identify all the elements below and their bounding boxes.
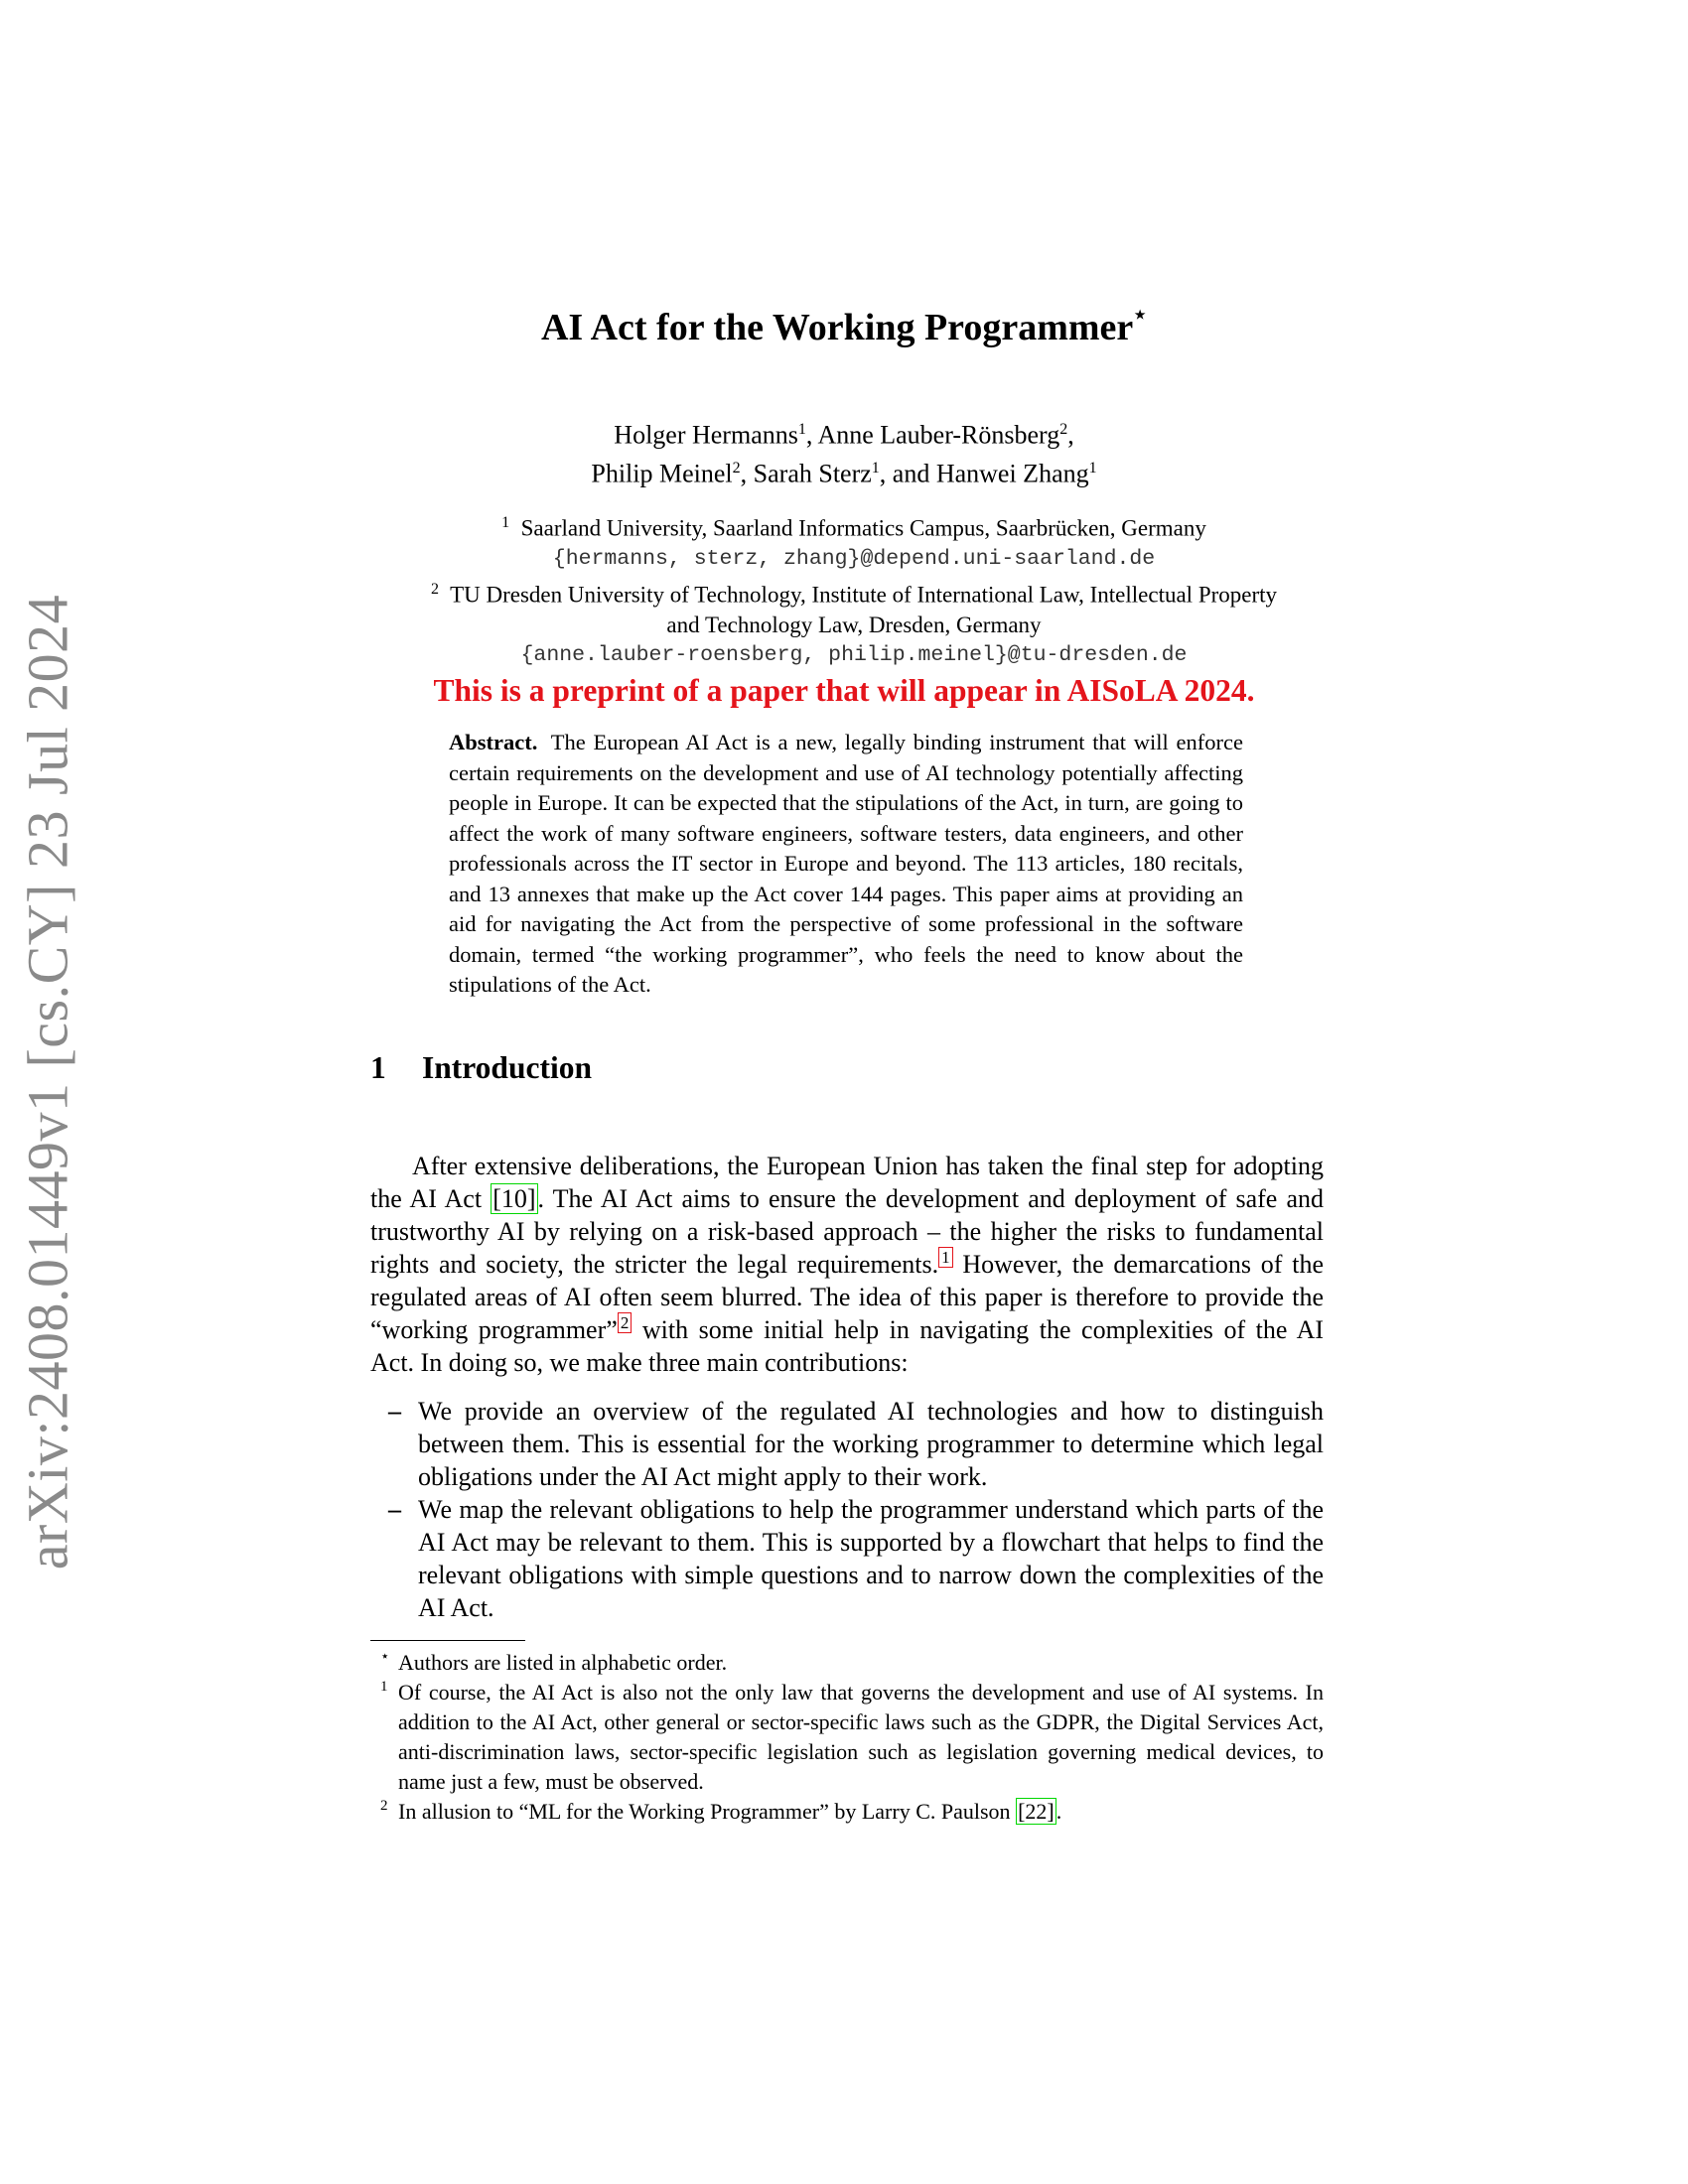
author-affiliation-mark: 2 (732, 459, 741, 477)
author-affiliation-mark: 1 (1088, 459, 1097, 477)
author-name: Anne Lauber-Rönsberg (817, 420, 1060, 450)
affiliation-2-cont: and Technology Law, Dresden, Germany (666, 612, 1042, 637)
footnote-link-1[interactable]: 1 (938, 1247, 953, 1268)
title-footnote-mark[interactable]: ⋆ (1133, 302, 1148, 328)
contribution-list (370, 1395, 1324, 1624)
list-item: – We provide an overview of the regulated AI technologies and how to distinguish between them. This is essential for the working programmer to determine which legal obligations under the AI Act might apply to their work. (388, 1397, 1324, 1491)
author-line-1: Holger Hermanns$^1$, Anne Lauber-Rönsberg$^2$, (614, 420, 1074, 450)
arxiv-identifier-stamp: arXiv:2408.01449v1 [cs.CY] 23 Jul 2024 (15, 594, 80, 1570)
footnote-star: ⋆ Authors are listed in alphabetic order. (380, 1649, 728, 1675)
preprint-notice: This is a preprint of a paper that will appear in AISoLA 2024. (433, 673, 1255, 708)
abstract-label: Abstract. (449, 730, 538, 754)
list-dash: – (388, 1495, 401, 1524)
section-heading (370, 1050, 592, 1086)
list-item: – We map the relevant obligations to help the programmer understand which parts of the AI Act may be relevant to them. This is supported by a flowchart that helps to find the relevant obligations with simple questions and to narrow down the complexities of the AI Act. (388, 1495, 1324, 1622)
section-title: Introduction (422, 1050, 592, 1085)
author-list (0, 413, 1688, 489)
citation-link[interactable]: [22] (1018, 1799, 1055, 1824)
paper-title (0, 302, 1688, 349)
introduction-body (370, 1150, 1324, 1624)
author-line-2: Philip Meinel$^2$, Sarah Sterz$^1$, and Hanwei Zhang$^1$ (591, 459, 1097, 488)
affiliations (357, 508, 1350, 671)
footnote-link-2[interactable]: 2 (618, 1312, 633, 1333)
author-affiliation-mark: 2 (1059, 421, 1068, 438)
affiliation-2-email[interactable]: {anne.lauber-roensberg, philip.meinel}@tu-dresden.de (520, 643, 1188, 668)
intro-paragraph: After extensive deliberations, the European Union has taken the final step for adopting the AI Act [10]. The AI Act aims to ensure the development and deployment of safe and trustworthy AI by relying on a risk-based approach – the higher the risks to fundamental rights and society, the stricter the legal requirements. $^1$ However, the demarcations of the regulated areas of AI often seem blurred. The idea of this paper is therefore to provide the “working programmer” $^2$ with some initial help in navigating the complexities of the AI Act. In doing so, we make three main contributions: (370, 1152, 1325, 1377)
affiliation-2: $^2$ TU Dresden University of Technology, Institute of International Law, Intellectual Property (430, 580, 1278, 608)
author-name: Sarah Sterz (753, 459, 872, 488)
author-affiliation-mark: 1 (871, 459, 880, 477)
author-name: Hanwei Zhang (935, 459, 1089, 488)
footnotes (370, 1648, 1324, 1827)
footnote-1: 1 Of course, the AI Act is also not the only law that governs the development and use of AI systems. In addition to the AI Act, other general or sector-specific laws such as the GDPR, the Digital Services Act, anti-discrimination laws, sector-specific legislation such as legislation governing medical devices, to name just a few, must be observed. (380, 1679, 1324, 1794)
abstract-text: The European AI Act is a new, legally binding instrument that will enforce certain requirements on the development and use of AI technology potentially affecting people in Europe. It can be expected that the stipulations of the Act, in turn, are going to affect the work of many software engineers, software testers, data engineers, and other professionals across the IT sector in Europe and beyond. The 113 articles, 180 recitals, and 13 annexes that make up the Act cover 144 pages. This paper aims at providing an aid for navigating the Act from the perspective of some professional in the software domain, termed “the working programmer”, who feels the need to know about the stipulations of the Act. (449, 730, 1244, 997)
citation-link[interactable]: [10] (492, 1184, 536, 1213)
affiliation-1-email[interactable]: {hermanns, sterz, zhang}@depend.uni-saarland.de (552, 547, 1156, 572)
abstract (449, 728, 1243, 1001)
footnote-2: 2 In allusion to “ML for the Working Programmer” by Larry C. Paulson [22]. (380, 1798, 1062, 1824)
title-text: AI Act for the Working Programmer (540, 307, 1134, 348)
author-name: Philip Meinel (591, 459, 733, 488)
affiliation-1: $^1$ Saarland University, Saarland Informatics Campus, Saarbrücken, Germany (501, 514, 1206, 541)
list-dash: – (388, 1397, 401, 1426)
section-number: 1 (370, 1050, 386, 1085)
author-affiliation-mark: 1 (797, 421, 806, 438)
footnote-separator (370, 1640, 525, 1641)
author-name: Holger Hermanns (614, 420, 798, 450)
